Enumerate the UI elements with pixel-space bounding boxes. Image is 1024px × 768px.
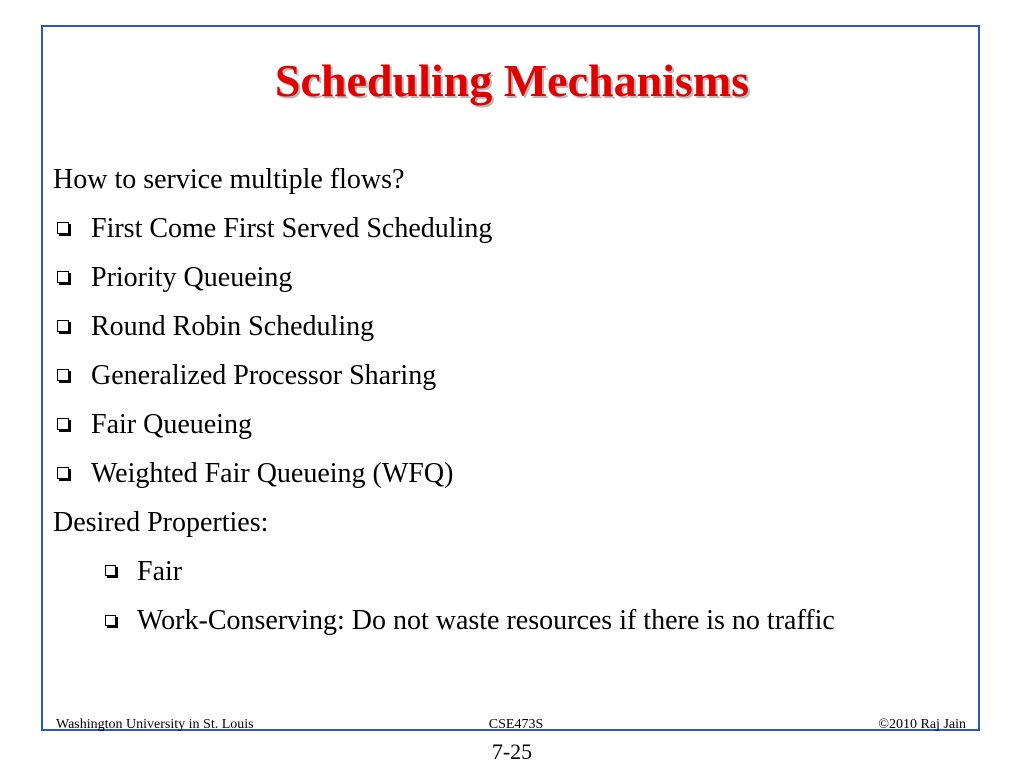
hollow-square-bullet-icon [57,418,69,430]
mechanism-item [53,449,953,498]
mechanism-item [53,204,953,253]
mechanism-item [53,302,953,351]
mechanism-text: Round Robin Scheduling [91,311,375,342]
property-item [53,601,953,641]
footer-institution: Washington University in St. Louis [56,717,254,732]
properties-heading: Desired Properties: [53,507,269,538]
hollow-square-bullet-icon [57,467,69,479]
slide-footer [56,716,966,734]
mechanism-text: Weighted Fair Queueing (WFQ) [91,458,454,489]
footer-copyright: ©2010 Raj Jain [878,717,966,732]
mechanism-text: Fair Queueing [91,409,252,440]
mechanism-text: Generalized Processor Sharing [91,360,437,391]
property-item [53,547,953,596]
intro-question: How to service multiple flows? [53,164,405,195]
hollow-square-bullet-icon [57,369,69,381]
hollow-square-bullet-icon [105,565,116,576]
mechanism-item [53,351,953,400]
hollow-square-bullet-icon [57,320,69,332]
slide-content [53,155,953,641]
mechanism-text: Priority Queueing [91,262,293,293]
page-number: 7-25 [491,739,533,764]
hollow-square-bullet-icon [57,271,69,283]
property-text: Work-Conserving: Do not waste resources if there is no traffic [137,605,835,636]
mechanism-text: First Come First Served Scheduling [91,213,493,244]
mechanism-item [53,253,953,302]
mechanism-item [53,400,953,449]
hollow-square-bullet-icon [105,615,116,626]
footer-course: CSE473S [488,717,544,732]
slide-title: Scheduling Mechanisms [274,55,750,106]
property-text: Fair [137,556,183,587]
hollow-square-bullet-icon [57,222,69,234]
